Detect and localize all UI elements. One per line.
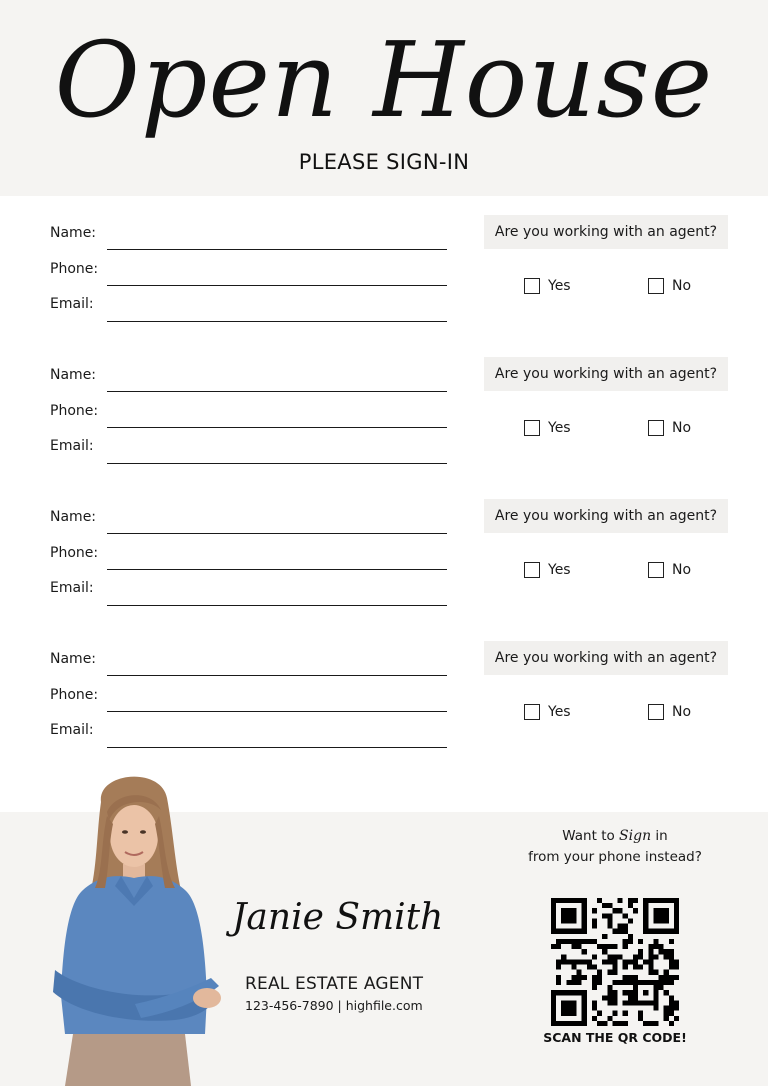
checkbox-empty-icon[interactable] [524, 278, 540, 294]
phone-signin-prompt [510, 826, 720, 868]
yes-option[interactable] [524, 561, 571, 579]
prompt-sign-word: Sign [619, 828, 652, 844]
signin-entry-2 [0, 357, 768, 487]
agent-question: Are you working with an agent? [484, 215, 728, 249]
qr-code-icon[interactable] [551, 898, 679, 1026]
phone-label: Phone: [50, 261, 99, 277]
no-label: No [672, 278, 692, 294]
no-option[interactable] [648, 561, 691, 579]
phone-field[interactable] [107, 569, 447, 570]
page-title: Open House [54, 19, 714, 141]
checkbox-empty-icon[interactable] [524, 562, 540, 578]
no-option[interactable] [648, 277, 691, 295]
agent-question: Are you working with an agent? [484, 357, 728, 391]
no-option[interactable] [648, 703, 691, 721]
name-label: Name: [50, 509, 97, 525]
yes-label: Yes [548, 420, 571, 436]
email-label: Email: [50, 438, 94, 454]
email-label: Email: [50, 580, 94, 596]
name-label: Name: [50, 651, 97, 667]
header-banner [0, 0, 768, 196]
email-label: Email: [50, 722, 94, 738]
name-field[interactable] [107, 249, 447, 250]
email-label: Email: [50, 296, 94, 312]
checkbox-empty-icon[interactable] [648, 562, 664, 578]
checkbox-empty-icon[interactable] [524, 420, 540, 436]
name-field[interactable] [107, 391, 447, 392]
phone-field[interactable] [107, 427, 447, 428]
agent-name: Janie Smith [232, 897, 444, 938]
prompt-text-after: in [655, 828, 668, 844]
no-label: No [672, 704, 692, 720]
page-subtitle: PLEASE SIGN-IN [298, 150, 470, 174]
phone-label: Phone: [50, 545, 99, 561]
qr-caption: SCAN THE QR CODE! [543, 1030, 687, 1045]
yes-label: Yes [548, 562, 571, 578]
yes-label: Yes [548, 278, 571, 294]
agent-footer [0, 812, 768, 1086]
no-label: No [672, 562, 692, 578]
phone-prompt-line-1 [510, 826, 720, 847]
phone-prompt-line-2: from your phone instead? [528, 849, 702, 865]
signin-entry-4 [0, 641, 768, 771]
name-field[interactable] [107, 675, 447, 676]
checkbox-empty-icon[interactable] [524, 704, 540, 720]
yes-option[interactable] [524, 419, 571, 437]
email-field[interactable] [107, 605, 447, 606]
email-field[interactable] [107, 747, 447, 748]
name-field[interactable] [107, 533, 447, 534]
agent-portrait [35, 772, 225, 1086]
agent-contact: 123-456-7890 | highfile.com [245, 998, 423, 1013]
name-label: Name: [50, 367, 97, 383]
yes-label: Yes [548, 704, 571, 720]
email-field[interactable] [107, 463, 447, 464]
yes-option[interactable] [524, 703, 571, 721]
phone-field[interactable] [107, 285, 447, 286]
prompt-text-before: Want to [562, 828, 615, 844]
no-label: No [672, 420, 692, 436]
phone-field[interactable] [107, 711, 447, 712]
signin-entry-1 [0, 215, 768, 345]
agent-title: REAL ESTATE AGENT [245, 974, 424, 994]
phone-label: Phone: [50, 687, 99, 703]
no-option[interactable] [648, 419, 691, 437]
checkbox-empty-icon[interactable] [648, 420, 664, 436]
phone-label: Phone: [50, 403, 99, 419]
checkbox-empty-icon[interactable] [648, 704, 664, 720]
checkbox-empty-icon[interactable] [648, 278, 664, 294]
agent-question: Are you working with an agent? [484, 499, 728, 533]
agent-question: Are you working with an agent? [484, 641, 728, 675]
yes-option[interactable] [524, 277, 571, 295]
signin-entry-3 [0, 499, 768, 629]
email-field[interactable] [107, 321, 447, 322]
name-label: Name: [50, 225, 97, 241]
